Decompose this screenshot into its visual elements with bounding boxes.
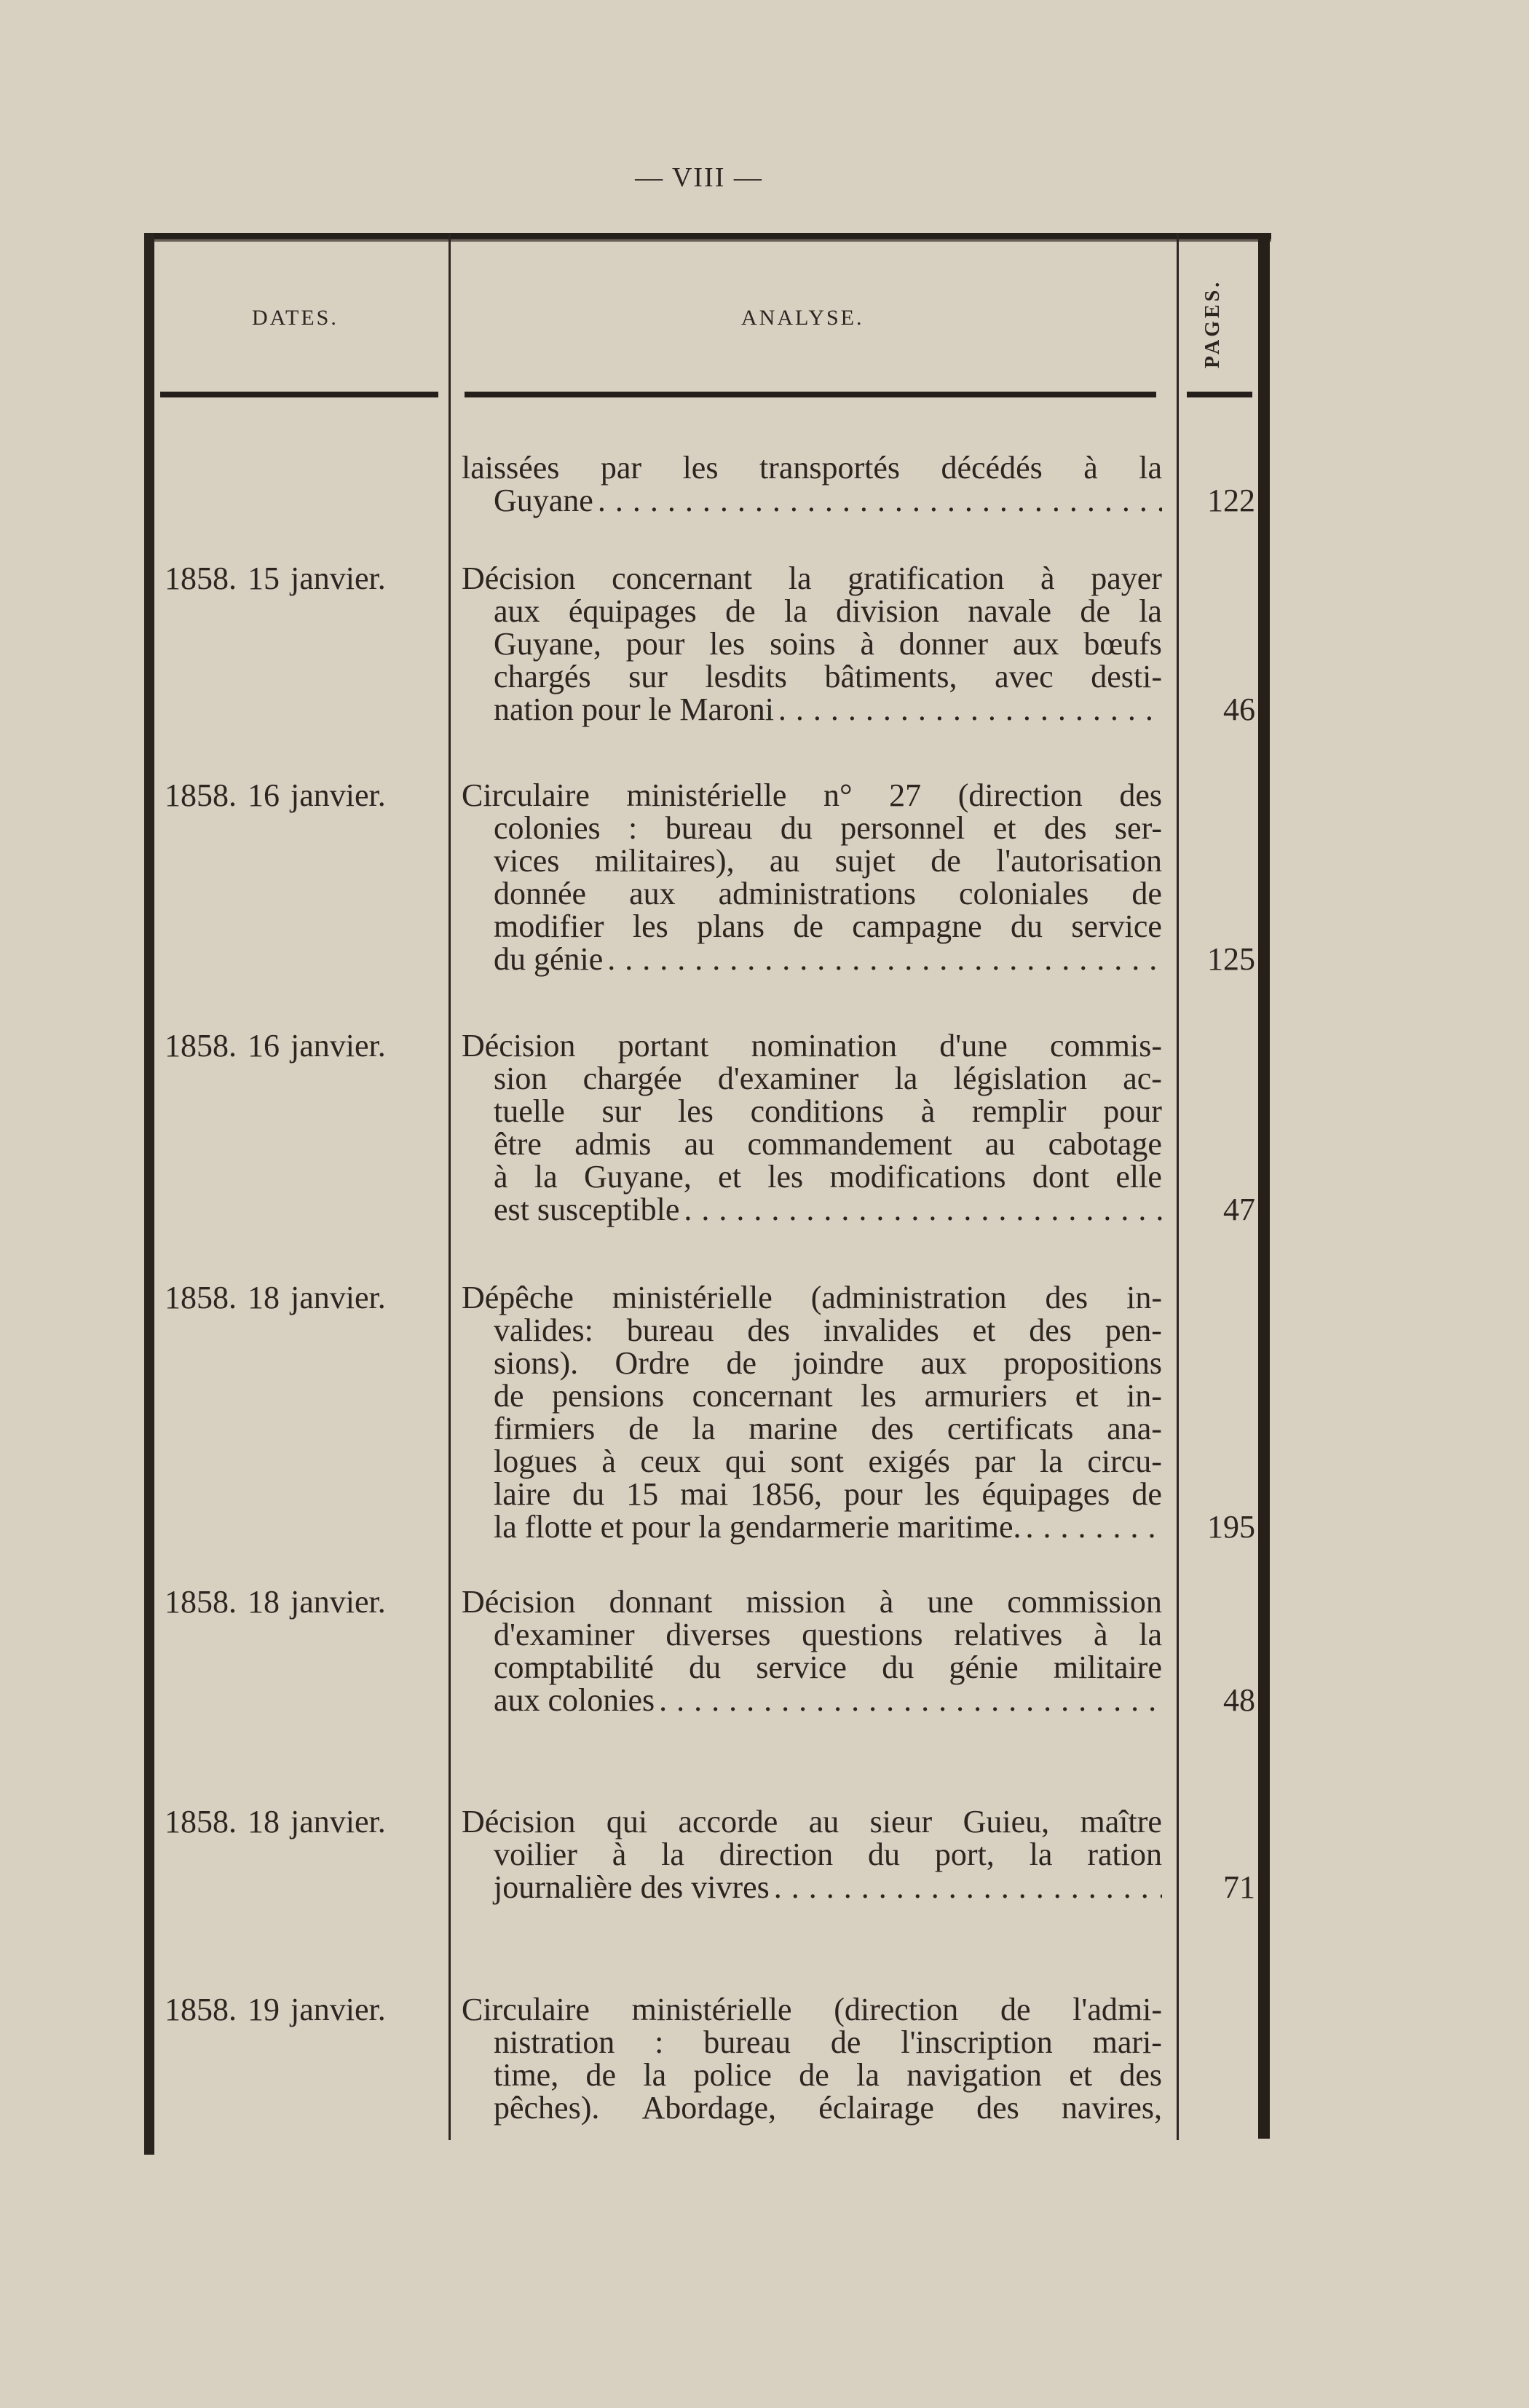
header-rule-pages [1187,392,1252,397]
analysis-line: modifier les plans de campagne du service [494,908,1162,944]
entry-analysis [462,451,1162,517]
column-header-analyse: ANALYSE. [741,306,864,330]
entry-page-number: 125 [1207,941,1255,977]
entry-date: 1858. 15 janvier. [165,561,386,596]
analysis-line: comptabilité du service du génie militaire [494,1649,1162,1685]
analysis-line: Décision concernant la gratification à payer [462,561,1162,596]
analysis-line: valides: bureau des invalides et des pen- [494,1312,1162,1348]
entry-analysis [462,779,1162,975]
entry-page-number: 46 [1223,692,1255,727]
entry-analysis [462,1585,1162,1716]
table-right-border [1258,233,1270,2139]
analysis-line: Circulaire ministérielle (direction de l'admi- [462,1992,1162,2027]
table-top-rule [144,233,1271,242]
analysis-line: Guyane [494,483,593,518]
analysis-line: Guyane, pour les soins à donner aux bœufs [494,626,1162,662]
column-divider-dates [449,233,451,2140]
analysis-line: d'examiner diverses questions relatives à la [494,1617,1162,1652]
entry-date: 1858. 18 janvier. [165,1804,386,1839]
analysis-line: aux colonies [494,1682,655,1718]
entry-page-number: 47 [1223,1192,1255,1227]
analysis-line: colonies : bureau du personnel et des ser- [494,810,1162,846]
entry-analysis [462,1029,1162,1226]
page-folio: — VIII — [635,162,763,193]
analysis-line: aux équipages de la division navale de la [494,593,1162,629]
analysis-line: est susceptible [494,1192,680,1227]
analysis-line: Dépêche ministérielle (administration des in- [462,1280,1162,1315]
entry-analysis [462,1805,1162,1904]
analysis-line: chargés sur lesdits bâtiments, avec desti- [494,659,1162,694]
analysis-line: nistration : bureau de l'inscription mari- [494,2024,1162,2060]
analysis-line: sion chargée d'examiner la législation ac- [494,1061,1162,1096]
entry-analysis [462,1281,1162,1543]
analysis-line: tuelle sur les conditions à remplir pour [494,1093,1162,1129]
analysis-line: Décision portant nomination d'une commis- [462,1028,1162,1064]
column-header-pages: PAGES. [1201,279,1224,368]
analysis-line: la flotte et pour la gendarmerie maritime. [494,1509,1022,1545]
entry-date: 1858. 18 janvier. [165,1280,386,1315]
dot-leader [774,1871,1162,1904]
analysis-line: donnée aux administrations coloniales de [494,876,1162,911]
entry-page-number: 195 [1207,1509,1255,1545]
column-divider-pages [1177,233,1179,2140]
entry-analysis [462,1993,1162,2124]
analysis-line: pêches). Abordage, éclairage des navires, [494,2090,1162,2126]
analysis-line: Circulaire ministérielle n° 27 (direction des [462,777,1162,813]
analysis-line: Décision qui accorde au sieur Guieu, maître [462,1804,1162,1839]
index-table [144,233,1271,2140]
analysis-line: laire du 15 mai 1856, pour les équipages de [494,1476,1162,1512]
table-left-border [144,233,154,2155]
analysis-line: journalière des vivres [494,1869,770,1905]
header-rule-dates [160,392,438,397]
entry-date: 1858. 16 janvier. [165,777,386,813]
analysis-line: time, de la police de la navigation et des [494,2057,1162,2093]
analysis-line: nation pour le Maroni [494,692,774,727]
entry-date: 1858. 19 janvier. [165,1992,386,2027]
dot-leader [1025,1510,1162,1543]
analysis-line: être admis au commandement au cabotage [494,1126,1162,1162]
entry-page-number: 71 [1223,1869,1255,1905]
analysis-line: du génie [494,941,604,977]
analysis-line: vices militaires), au sujet de l'autorisation [494,843,1162,879]
entry-page-number: 122 [1207,483,1255,518]
analysis-line: voilier à la direction du port, la ration [494,1837,1162,1872]
dot-leader [778,693,1162,726]
entry-page-number: 48 [1223,1682,1255,1718]
analysis-line: à la Guyane, et les modifications dont elle [494,1159,1162,1195]
analysis-line: Décision donnant mission à une commission [462,1584,1162,1620]
analysis-line: sions). Ordre de joindre aux propositions [494,1345,1162,1381]
analysis-line: laissées par les transportés décédés à la [462,450,1162,486]
header-rule-analyse [465,392,1156,397]
dot-leader [684,1193,1162,1226]
dot-leader [598,484,1162,517]
entry-date: 1858. 16 janvier. [165,1028,386,1064]
analysis-line: de pensions concernant les armuriers et in- [494,1378,1162,1414]
analysis-line: logues à ceux qui sont exigés par la circu- [494,1443,1162,1479]
analysis-line: firmiers de la marine des certificats ana- [494,1411,1162,1446]
entry-analysis [462,562,1162,726]
dot-leader [659,1684,1162,1716]
entry-date: 1858. 18 janvier. [165,1584,386,1620]
dot-leader [607,943,1162,975]
column-header-dates: DATES. [252,306,339,330]
